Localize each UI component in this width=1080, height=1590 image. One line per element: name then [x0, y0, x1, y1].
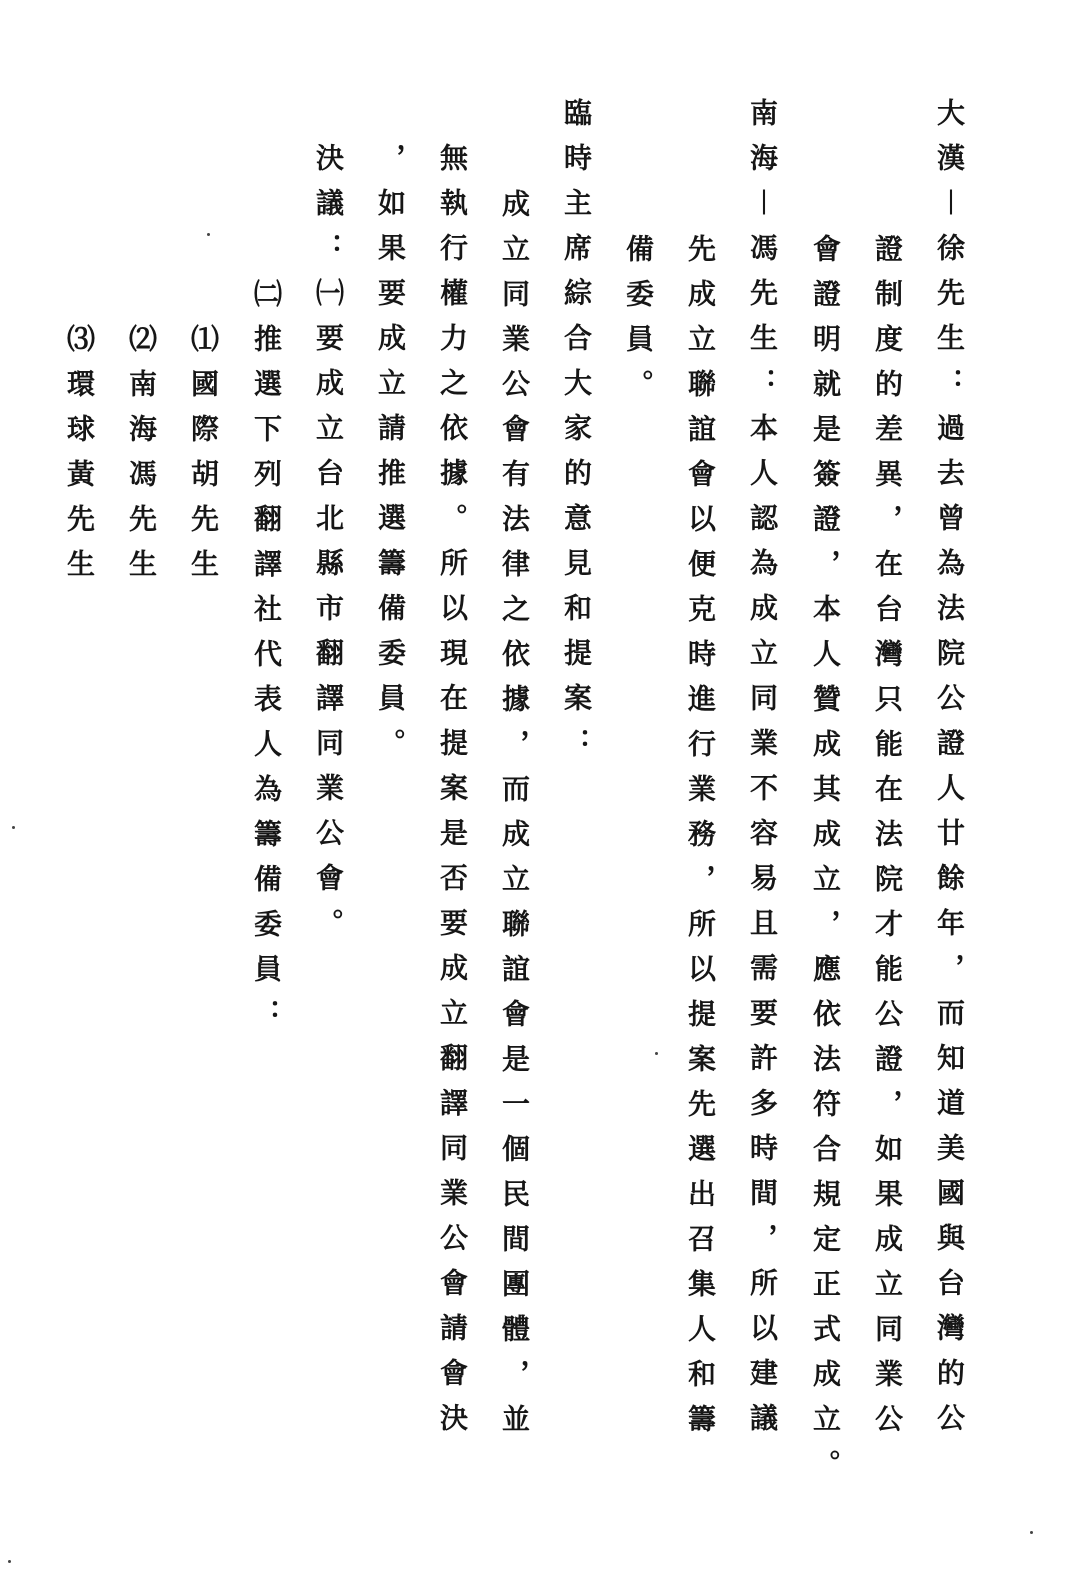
text-line-1: 大漢︱徐先生：過去曾為法院公證人廿餘年，而知道美國與台灣的公 [933, 98, 966, 1448]
scan-speck [655, 1052, 658, 1055]
text-line-15: ⑶環球黃先生 [63, 324, 96, 594]
text-line-12: ㈡推選下列翻譯社代表人為籌備委員： [250, 279, 283, 1044]
text-line-4: 南海︱馮先生：本人認為成立同業不容易且需要許多時間，所以建議 [746, 98, 779, 1448]
text-line-5: 先成立聯誼會以便克時進行業務，所以提案先選出召集人和籌 [684, 234, 717, 1449]
text-line-3: 會證明就是簽證，本人贊成其成立，應依法符合規定正式成立。 [809, 234, 842, 1494]
text-line-13: ⑴國際胡先生 [187, 324, 220, 594]
text-line-9: 無執行權力之依據。所以現在提案是否要成立翻譯同業公會請會決 [436, 143, 469, 1448]
scan-speck [207, 233, 210, 236]
text-line-11: 決議：㈠要成立台北縣市翻譯同業公會。 [312, 143, 345, 953]
text-line-6: 備委員。 [622, 234, 655, 414]
text-line-10: ，如果要成立請推選籌備委員。 [374, 143, 407, 773]
scan-speck [8, 1560, 11, 1563]
scan-speck [1030, 1531, 1033, 1534]
text-line-2: 證制度的差異，在台灣只能在法院才能公證，如果成立同業公 [871, 234, 904, 1449]
text-line-8: 成立同業公會有法律之依據，而成立聯誼會是一個民間團體，並 [498, 189, 531, 1449]
text-line-7: 臨時主席綜合大家的意見和提案： [560, 98, 593, 773]
text-line-14: ⑵南海馮先生 [125, 324, 158, 594]
scan-speck [12, 826, 15, 829]
